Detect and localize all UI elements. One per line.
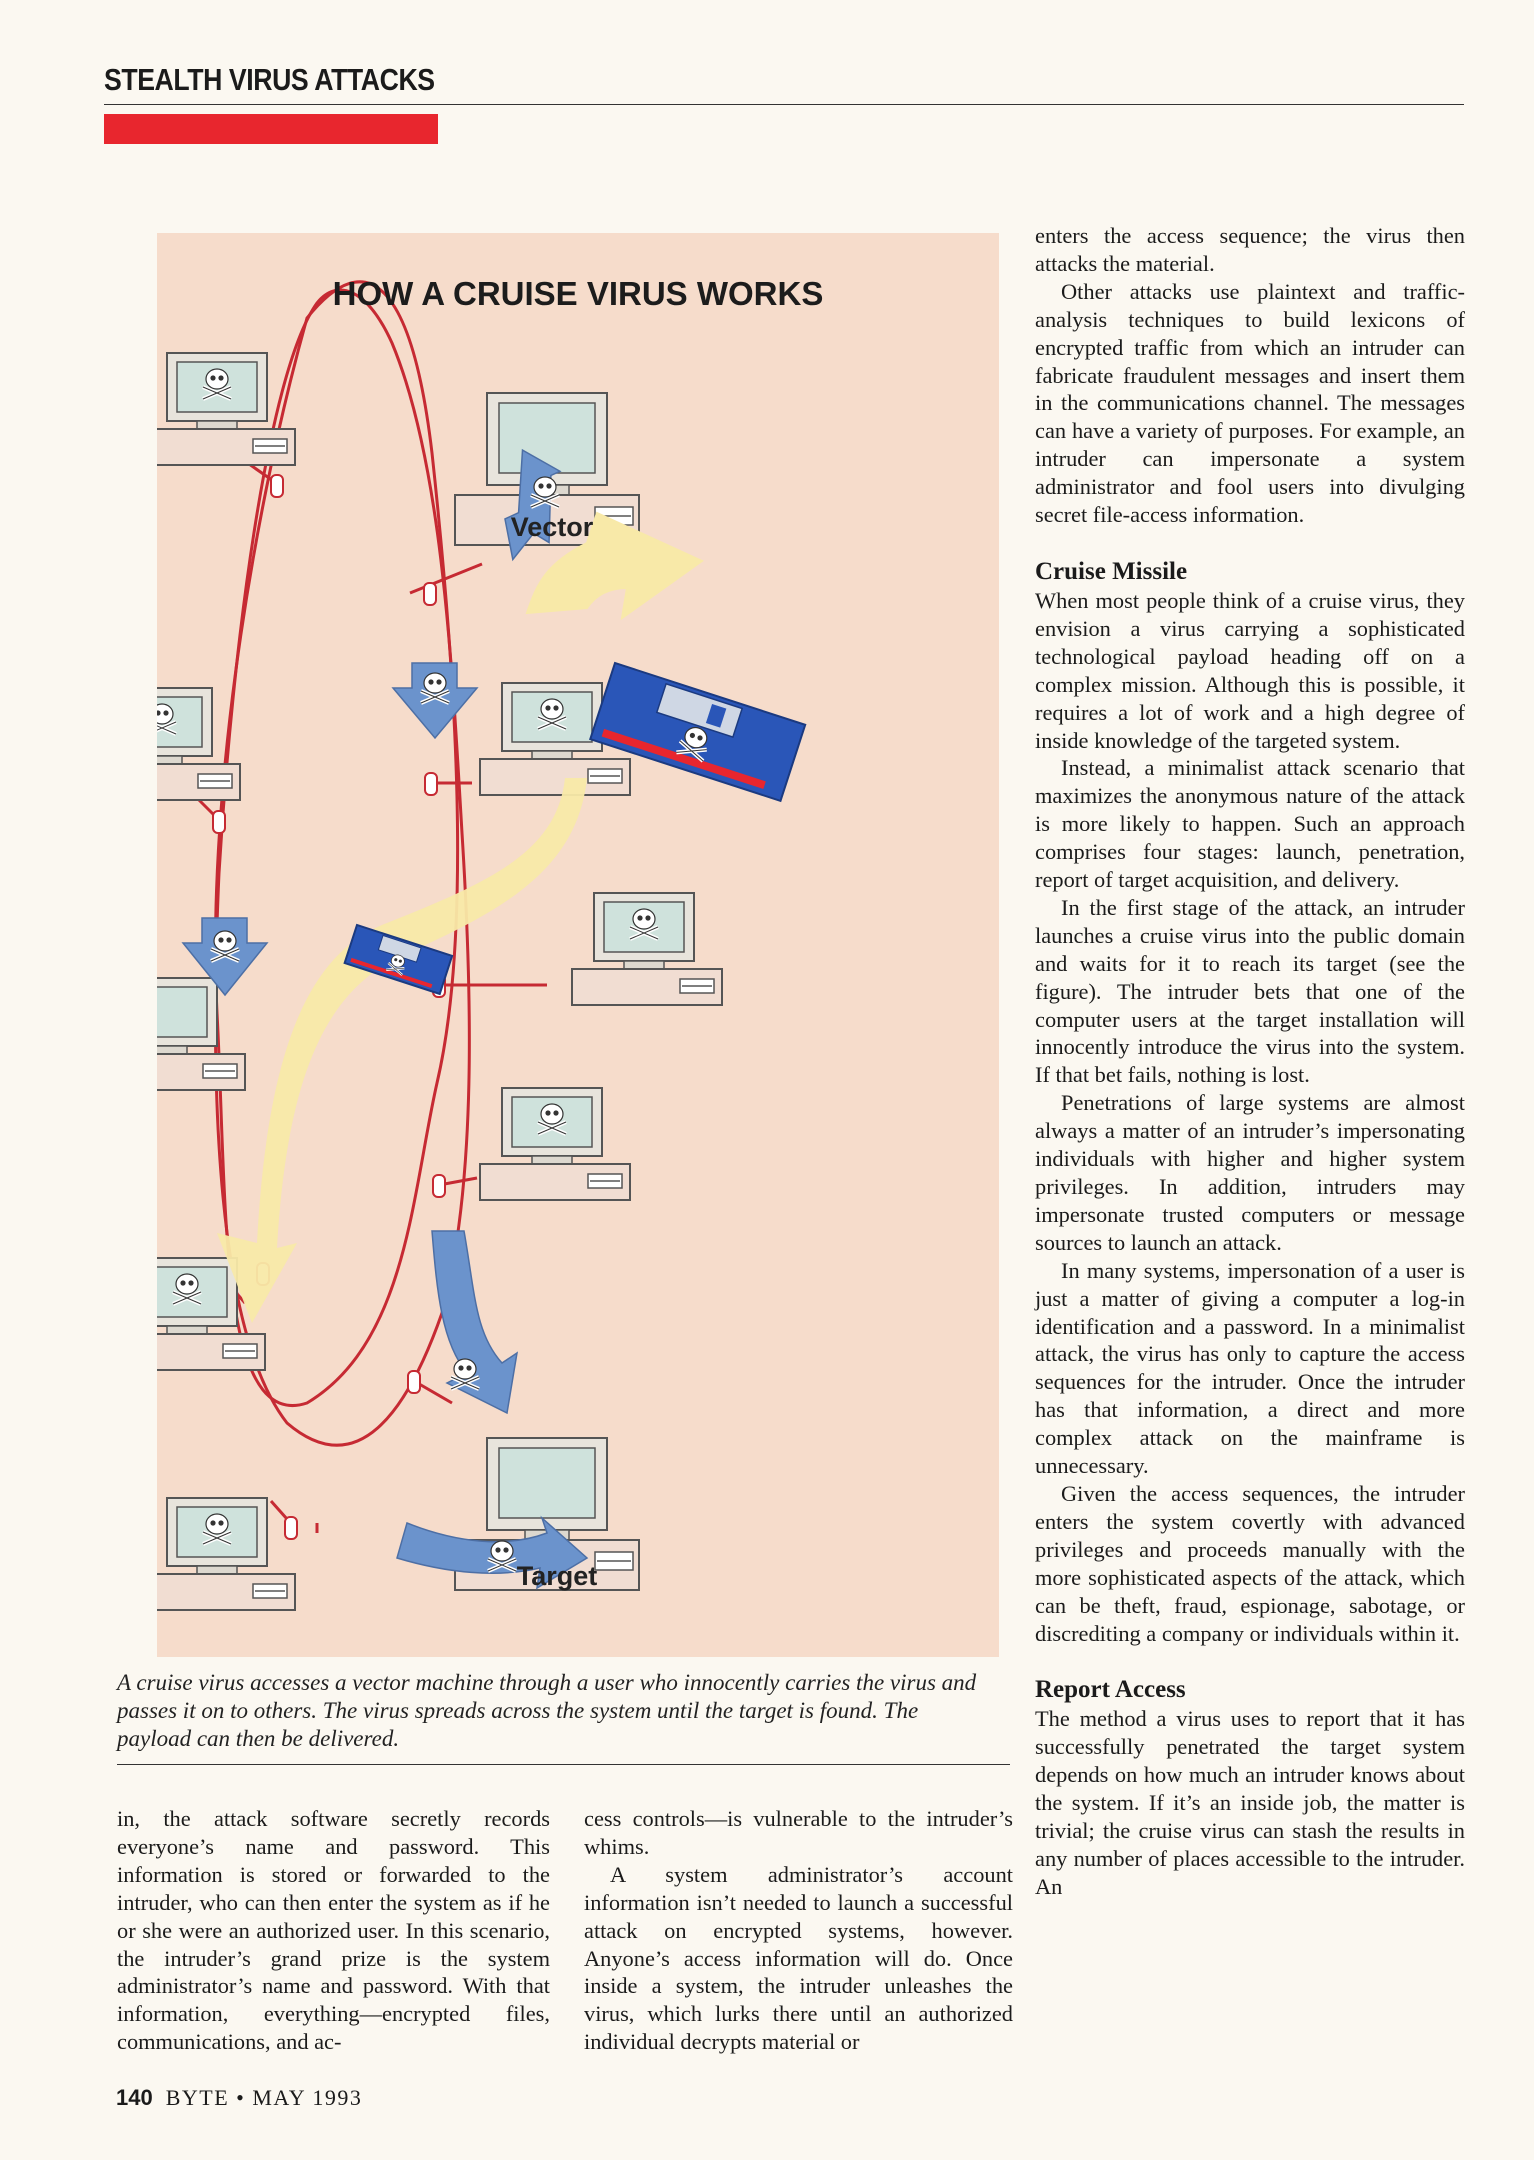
paragraph: in, the attack software secretly records everyone’s name and password. This information is stored or forwarded to the intruder, who can then enter the system as if he or she were an authorized user. In this scenario, the intruder’s grand prize is the system administrator’s name and password. With that information, everything—encrypted files, communications, and ac- xyxy=(117,1806,550,2055)
computer-node-5 xyxy=(572,893,722,1005)
magazine-name: BYTE xyxy=(165,2085,230,2110)
figure-caption: A cruise virus accesses a vector machine through a user who innocently carries the virus and passes it on to others. The virus spreads across the system until the target is found. The payload can then be delivered. xyxy=(117,1670,977,1751)
computer-node-9 xyxy=(157,1498,295,1610)
paragraph: Instead, a minimalist attack scenario that maximizes the anonymous nature of the attack is more likely to happen. Such an approach comprises four stages: launch, penetration, report of target acquisition, and delivery. xyxy=(1035,755,1465,893)
paragraph: The method a virus uses to report that it has successfully penetrated the target system depends on how much an intruder knows about the system. If it’s an inside job, the matter is trivial; the cruise virus can stash the results in any number of places accessible to the intruder. An xyxy=(1035,1706,1465,1899)
vector-label: Vector xyxy=(510,512,594,542)
paragraph: enters the access sequence; the virus then attacks the material. xyxy=(1035,223,1465,276)
cruise-virus-diagram xyxy=(157,233,999,1657)
figure-panel xyxy=(157,233,999,1657)
paragraph: When most people think of a cruise virus, they envision a virus carrying a sophisticated technological payload heading off on a complex mission. Although this is possible, it requires a lot of work and a high degree of inside knowledge of the targeted system. xyxy=(1035,587,1465,753)
paragraph: cess controls—is vulnerable to the intruder’s whims. xyxy=(584,1806,1013,1859)
issue-date: MAY 1993 xyxy=(252,2085,363,2110)
paragraph: A system administrator’s account information isn’t needed to launch a successful attack on encrypted systems, however. Anyone’s access information will do. Once inside a system, the intruder unleashes the virus, which lurks there until an authorized individual decrypts material or xyxy=(584,1861,1013,2055)
section-heading: Report Access xyxy=(1035,1676,1186,1704)
paragraph: In many systems, impersonation of a user is just a matter of giving a computer a log-in identification and a password. In a minimalist attack, the virus has only to capture the access sequences for the intruder. Once the intruder has that information, a direct and more complex attack on the mainframe is unnecessary. xyxy=(1035,1257,1465,1479)
computer-node-7 xyxy=(480,1088,630,1200)
virus-arrow-curve xyxy=(432,1231,517,1413)
header-red-bar xyxy=(104,114,438,144)
target-label: Target xyxy=(516,1561,598,1591)
footer-separator: • xyxy=(236,2085,246,2110)
paragraph: In the first stage of the attack, an intruder launches a cruise virus into the public domain and waits for it to reach its target (see the figure). The intruder bets that one of the computer users at the target installation will innocently introduce the virus into the system. If that bet fails, nothing is lost. xyxy=(1035,894,1465,1088)
section-heading: Cruise Missile xyxy=(1035,557,1188,585)
computer-node-1 xyxy=(157,353,295,465)
right-column xyxy=(1035,222,1465,1901)
section-title: STEALTH VIRUS ATTACKS xyxy=(104,62,435,97)
paragraph: Other attacks use plaintext and traffic-analysis techniques to build lexicons of encrypted traffic from which an intruder can fabricate fraudulent messages and insert them in the communications channel. The messages can have a variety of purposes. For example, an intruder can impersonate a system administrator and fool users into divulging secret file-access information. xyxy=(1035,278,1465,528)
left-column xyxy=(117,1805,550,2056)
page-footer xyxy=(116,2085,362,2111)
computer-node-6 xyxy=(157,978,245,1090)
infection-flow-arrow xyxy=(217,778,587,1323)
middle-column xyxy=(584,1805,1013,2056)
caption-rule xyxy=(117,1764,1010,1765)
page-number: 140 xyxy=(116,2085,153,2110)
paragraph: Penetrations of large systems are almost always a matter of an intruder’s impersonating individuals with higher and higher system privileges. In addition, intruders may impersonate trusted computers or message sources to launch an attack. xyxy=(1035,1090,1465,1255)
figure-title: HOW A CRUISE VIRUS WORKS xyxy=(332,275,824,312)
paragraph: Given the access sequences, the intruder enters the system covertly with advanced privileges and proceeds manually with the more sophisticated aspects of the attack, which can be theft, fraud, espionage, sabotage, or discrediting a company or individuals within it. xyxy=(1035,1480,1465,1646)
virus-arrow-down-1 xyxy=(393,663,477,738)
header-rule xyxy=(104,104,1464,105)
